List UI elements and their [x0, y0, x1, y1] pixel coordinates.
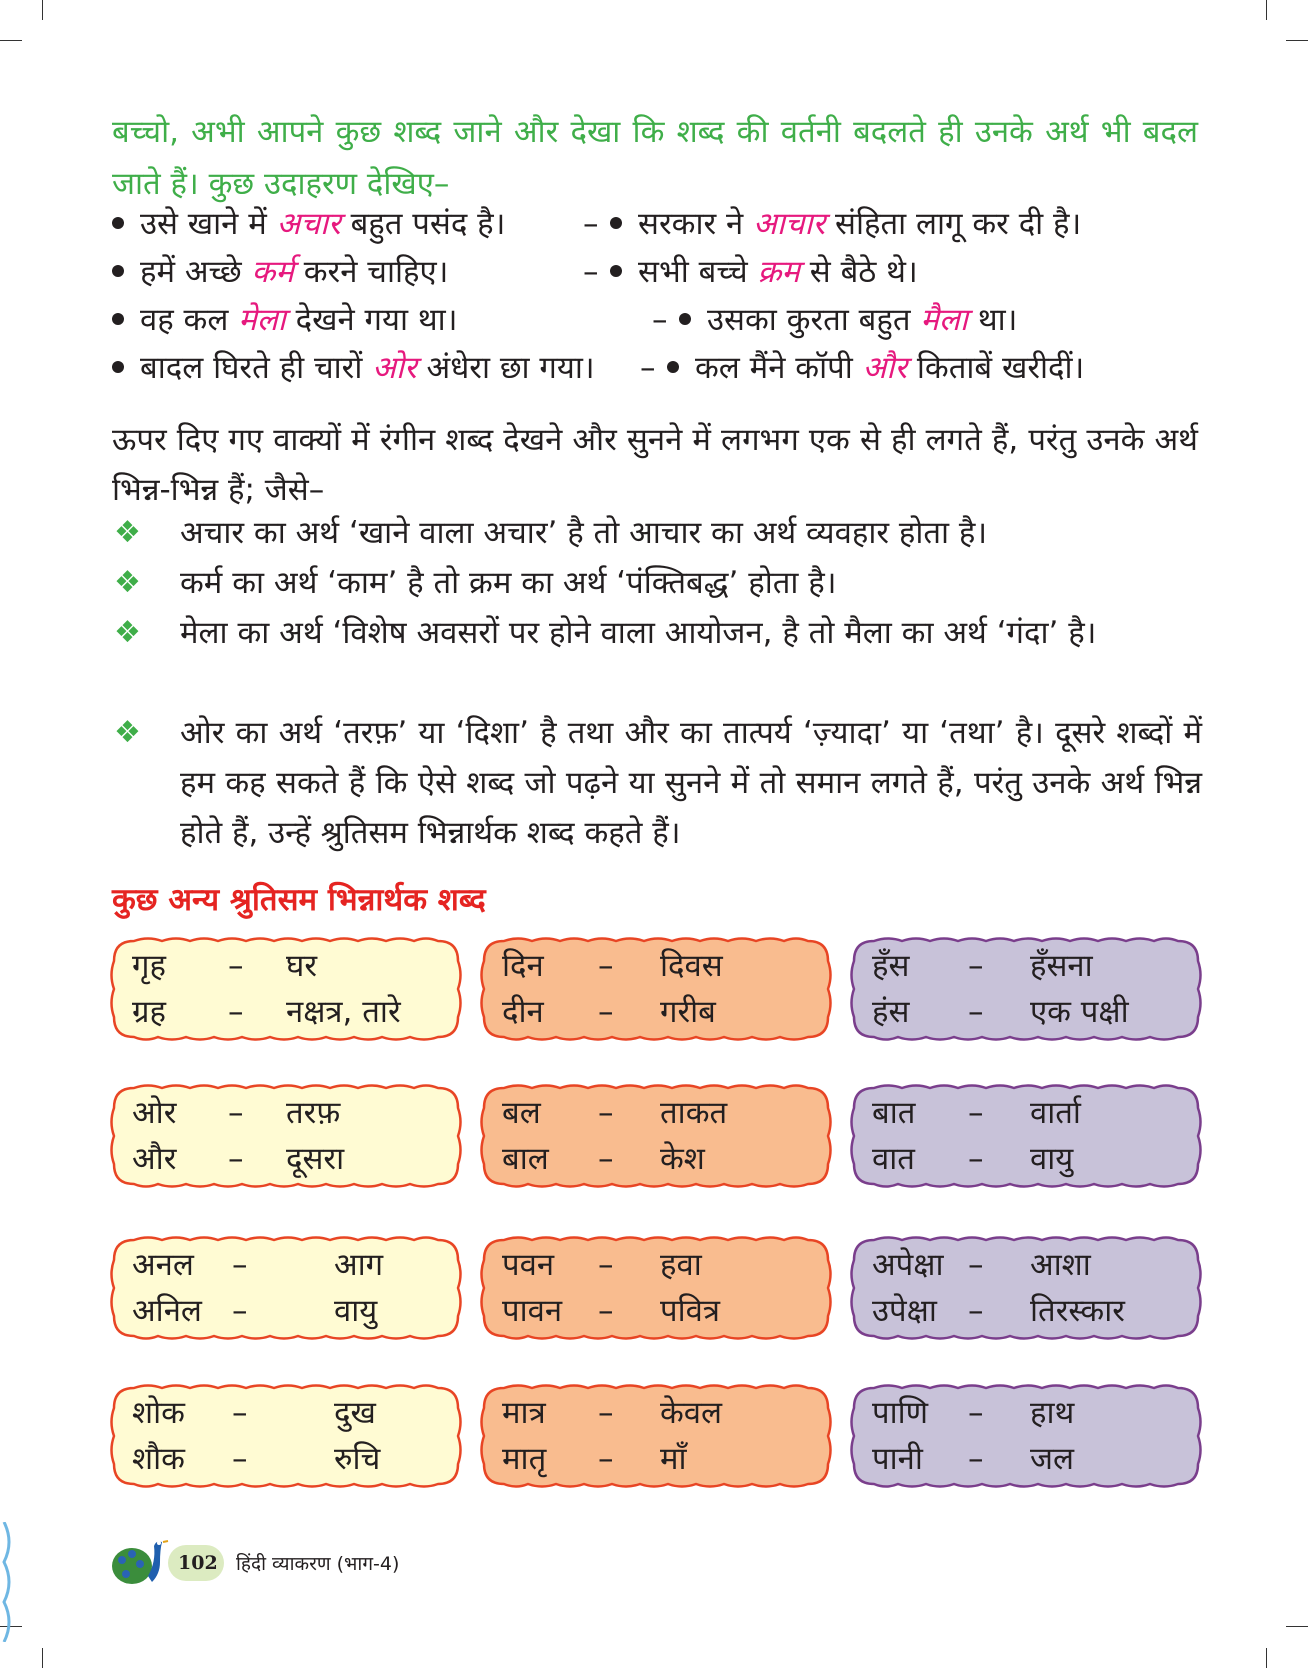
pair-meaning: दिवस — [660, 948, 723, 984]
pair-dash: – — [228, 994, 244, 1030]
word-pair-box — [848, 1382, 1204, 1490]
explanation-paragraph: ऊपर दिए गए वाक्यों में रंगीन शब्द देखने और सुनने में लगभग एक से ही लगते हैं, परंतु उनके अर्थ भिन्न-भिन्न हैं; जैसे– — [112, 422, 1198, 508]
pair-dash: – — [598, 1395, 614, 1431]
word-pair-box — [478, 1234, 834, 1342]
pair-dash: – — [228, 1095, 244, 1131]
word-pair-row — [478, 1136, 834, 1182]
highlighted-word: आचार — [753, 206, 826, 242]
word-pair-row — [848, 1288, 1204, 1334]
bullet-dot — [112, 265, 124, 277]
sentence-text: था। — [967, 302, 1018, 338]
pair-meaning: वायु — [1030, 1141, 1074, 1177]
sentence-text: बहुत पसंद है। — [340, 206, 506, 242]
word-pair-row — [108, 1242, 464, 1288]
word-pair-row — [848, 1390, 1204, 1436]
pair-dash: – — [968, 1247, 984, 1283]
pair-meaning: वायु — [334, 1293, 378, 1329]
sentence-left — [112, 200, 505, 248]
sentence-right — [610, 248, 918, 296]
pair-dash: – — [598, 1141, 614, 1177]
highlighted-word: क्रम — [757, 254, 800, 290]
pair-word: पानी — [872, 1441, 923, 1477]
sentence-text: बादल घिरते ही चारों — [140, 350, 373, 386]
bullet-dot — [610, 265, 622, 277]
word-pair-row — [848, 943, 1204, 989]
pair-dash: – — [598, 1247, 614, 1283]
pair-dash: – — [968, 1441, 984, 1477]
pair-word: मात्र — [502, 1395, 546, 1431]
crop-mark — [1286, 1626, 1308, 1627]
pair-meaning: आशा — [1030, 1247, 1091, 1283]
word-pair-row — [108, 943, 464, 989]
word-pair-row — [108, 1090, 464, 1136]
pair-word: दीन — [502, 994, 544, 1030]
pair-meaning: वार्ता — [1030, 1095, 1081, 1131]
pair-word: हँस — [872, 948, 910, 984]
word-pair-box — [848, 1234, 1204, 1342]
pair-meaning: दुख — [334, 1395, 376, 1431]
pair-word: अनल — [132, 1247, 194, 1283]
word-pair-box — [108, 935, 464, 1043]
bullet-dot — [667, 361, 679, 373]
pair-meaning: नक्षत्र, तारे — [286, 994, 401, 1030]
pair-word: उपेक्षा — [872, 1293, 937, 1329]
pair-dash: – — [232, 1293, 248, 1329]
word-pair-row — [108, 1436, 464, 1482]
word-pair-row — [108, 1288, 464, 1334]
sentence-left — [112, 344, 595, 392]
pair-word: गृह — [132, 948, 166, 984]
meaning-text: ओर का अर्थ ‘तरफ़’ या ‘दिशा’ है तथा और का तात्पर्य ‘ज़्यादा’ या ‘तथा’ है। दूसरे शब्दों में हम कह सकते हैं कि ऐसे शब्द जो पढ़ने या सुनने में तो समान लगते हैं, परंतु उनके अर्थ भिन्न होते हैं, उन्हें श्रुतिसम भिन्नार्थक शब्द कहते हैं। — [180, 715, 1202, 851]
meaning-text: मेला का अर्थ ‘विशेष अवसरों पर होने वाला आयोजन, है तो मैला का अर्थ ‘गंदा’ है। — [180, 615, 1097, 651]
sentence-text: वह कल — [140, 302, 239, 338]
sentence-text: सभी बच्चे — [638, 254, 758, 290]
pair-word: ओर — [132, 1095, 177, 1131]
word-pair-row — [478, 1436, 834, 1482]
pair-dash: – — [598, 1441, 614, 1477]
pair-meaning: तिरस्कार — [1030, 1293, 1125, 1329]
pair-dash: – — [598, 948, 614, 984]
sentence-right — [610, 200, 1081, 248]
crop-mark — [1266, 1648, 1267, 1668]
bullet-dot — [112, 313, 124, 325]
bullet-dot — [679, 313, 691, 325]
crop-mark — [42, 1648, 43, 1668]
edge-wave-decoration — [0, 1522, 16, 1642]
word-pair-box — [108, 1082, 464, 1190]
pair-word: मातृ — [502, 1441, 547, 1477]
pair-meaning: केवल — [660, 1395, 723, 1431]
peacock-icon — [110, 1532, 174, 1588]
pair-dash: – — [232, 1395, 248, 1431]
pair-dash: – — [598, 994, 614, 1030]
meaning-item — [112, 558, 1202, 608]
pair-word: अपेक्षा — [872, 1247, 944, 1283]
pair-word: हंस — [872, 994, 910, 1030]
pair-word: ग्रह — [132, 994, 166, 1030]
word-pair-row — [478, 1390, 834, 1436]
word-pair-row — [478, 1288, 834, 1334]
highlighted-word: अचार — [276, 206, 341, 242]
pair-meaning: जल — [1030, 1441, 1075, 1477]
pair-meaning: गरीब — [660, 994, 716, 1030]
bullet-dot — [112, 217, 124, 229]
sentence-text: कल मैंने कॉपी — [695, 350, 863, 386]
pair-word: बल — [502, 1095, 541, 1131]
highlighted-word: मैला — [920, 302, 968, 338]
crop-mark — [1286, 40, 1308, 41]
sentence-right — [679, 296, 1017, 344]
word-pair-row — [478, 1242, 834, 1288]
pair-dash: – — [228, 1141, 244, 1177]
pair-word: पाणि — [872, 1395, 929, 1431]
word-pair-box — [478, 935, 834, 1043]
pair-meaning: हँसना — [1030, 948, 1093, 984]
sentence-text: हमें अच्छे — [140, 254, 252, 290]
sentence-text: उसे खाने में — [140, 206, 277, 242]
intro-text: बच्चो, अभी आपने कुछ शब्द जाने और देखा कि शब्द की वर्तनी बदलते ही उनके अर्थ भी बदल जाते हैं। कुछ उदाहरण देखिए– — [112, 114, 1198, 202]
meaning-text: कर्म का अर्थ ‘काम’ है तो क्रम का अर्थ ‘पंक्तिबद्ध’ होता है। — [180, 565, 837, 601]
highlighted-word: और — [862, 350, 908, 386]
section-heading: कुछ अन्य श्रुतिसम भिन्नार्थक शब्द — [112, 882, 486, 918]
pair-dash: – — [598, 1293, 614, 1329]
word-pair-row — [108, 1390, 464, 1436]
pair-meaning: माँ — [660, 1441, 687, 1477]
pair-dash: – — [968, 994, 984, 1030]
pair-dash: – — [968, 1395, 984, 1431]
diamond-bullet-icon: ❖ — [114, 515, 141, 550]
diamond-bullet-icon: ❖ — [114, 715, 141, 750]
word-pair-box — [478, 1082, 834, 1190]
highlighted-word: मेला — [238, 302, 286, 338]
word-pair-box — [848, 935, 1204, 1043]
bullet-dot — [610, 217, 622, 229]
pair-meaning: आग — [334, 1247, 384, 1283]
word-pair-row — [478, 1090, 834, 1136]
pair-word: बाल — [502, 1141, 549, 1177]
word-pair-box — [108, 1234, 464, 1342]
book-title: हिंदी व्याकरण (भाग-4) — [236, 1553, 400, 1575]
bullet-dot — [112, 361, 124, 373]
pair-meaning: दूसरा — [286, 1141, 345, 1177]
word-pair-row — [848, 1136, 1204, 1182]
pair-meaning: घर — [286, 948, 317, 984]
diamond-bullet-icon: ❖ — [114, 565, 141, 600]
word-pair-row — [108, 989, 464, 1035]
dash: – — [583, 254, 599, 290]
sentence-text: अंधेरा छा गया। — [416, 350, 595, 386]
pair-word: शौक — [132, 1441, 185, 1477]
sentence-text: संहिता लागू कर दी है। — [825, 206, 1082, 242]
pair-dash: – — [232, 1247, 248, 1283]
sentence-text: उसका कुरता बहुत — [707, 302, 921, 338]
meaning-text: अचार का अर्थ ‘खाने वाला अचार’ है तो आचार का अर्थ व्यवहार होता है। — [180, 515, 988, 551]
sentence-left — [112, 248, 448, 296]
pair-word: पावन — [502, 1293, 563, 1329]
pair-dash: – — [598, 1095, 614, 1131]
sentence-text: से बैठे थे। — [799, 254, 918, 290]
pair-word: दिन — [502, 948, 544, 984]
word-pair-row — [848, 1436, 1204, 1482]
page-number: 102 — [178, 1552, 218, 1574]
pair-word: वात — [872, 1141, 915, 1177]
dash: – — [583, 206, 599, 242]
pair-word: पवन — [502, 1247, 555, 1283]
sentence-left — [112, 296, 457, 344]
pair-word: बात — [872, 1095, 916, 1131]
word-pair-row — [848, 1090, 1204, 1136]
pair-meaning: तरफ़ — [286, 1095, 341, 1131]
pair-dash: – — [968, 1141, 984, 1177]
dash: – — [652, 302, 668, 338]
pair-meaning: पवित्र — [660, 1293, 720, 1329]
sentence-text: किताबें खरीदीं। — [907, 350, 1085, 386]
sentence-text: सरकार ने — [638, 206, 754, 242]
pair-dash: – — [232, 1441, 248, 1477]
meaning-item — [112, 608, 1202, 658]
meaning-item — [112, 508, 1202, 558]
pair-dash: – — [228, 948, 244, 984]
sentence-text: करने चाहिए। — [293, 254, 449, 290]
highlighted-word: ओर — [372, 350, 417, 386]
highlighted-word: कर्म — [251, 254, 294, 290]
word-pair-row — [108, 1136, 464, 1182]
pair-meaning: रुचि — [334, 1441, 381, 1477]
pair-meaning: एक पक्षी — [1030, 994, 1129, 1030]
word-pair-row — [478, 943, 834, 989]
diamond-bullet-icon: ❖ — [114, 615, 141, 650]
pair-meaning: हवा — [660, 1247, 702, 1283]
word-pair-row — [848, 989, 1204, 1035]
pair-meaning: हाथ — [1030, 1395, 1075, 1431]
pair-meaning: केश — [660, 1141, 705, 1177]
sentence-text: देखने गया था। — [285, 302, 458, 338]
sentence-right — [667, 344, 1084, 392]
pair-word: और — [132, 1141, 177, 1177]
word-pair-row — [478, 989, 834, 1035]
word-pair-box — [478, 1382, 834, 1490]
pair-dash: – — [968, 1293, 984, 1329]
pair-dash: – — [968, 1095, 984, 1131]
crop-mark — [42, 0, 43, 20]
word-pair-row — [848, 1242, 1204, 1288]
pair-meaning: ताकत — [660, 1095, 728, 1131]
crop-mark — [1266, 0, 1267, 20]
word-pair-box — [848, 1082, 1204, 1190]
word-pair-box — [108, 1382, 464, 1490]
pair-dash: – — [968, 948, 984, 984]
meaning-item — [112, 708, 1202, 858]
crop-mark — [0, 40, 22, 41]
pair-word: शोक — [132, 1395, 185, 1431]
pair-word: अनिल — [132, 1293, 202, 1329]
dash: – — [640, 350, 656, 386]
